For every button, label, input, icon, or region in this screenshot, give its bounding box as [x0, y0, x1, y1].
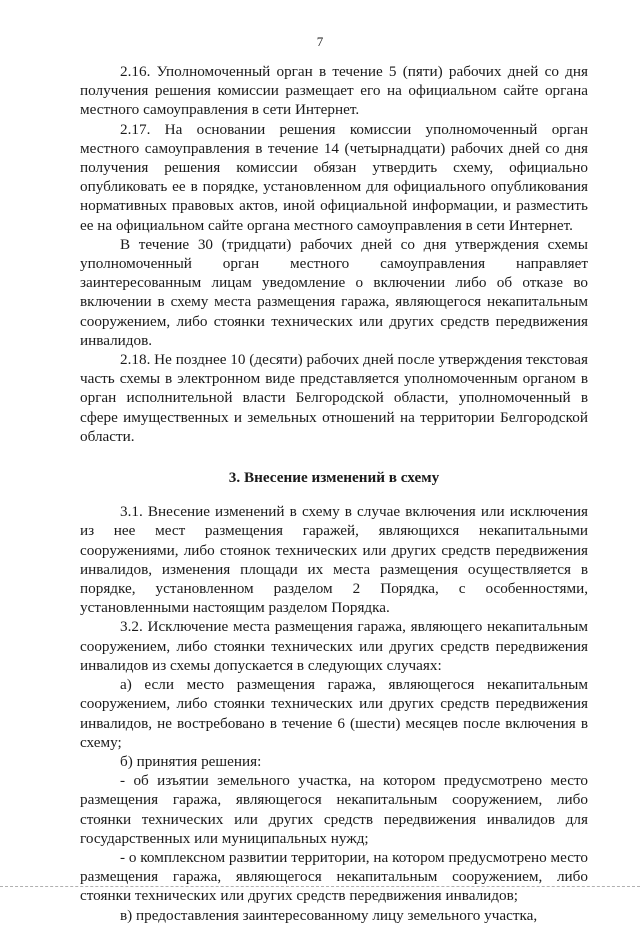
list-item-b-1: - об изъятии земельного участка, на котором предусмотрено место размещения гаража, являющегося некапитальным сооружением, либо стоянки технических или других средств передвижения инвалидов для государственных или муниципальных нужд;	[80, 772, 588, 847]
section-heading: 3. Внесение изменений в схему	[228, 469, 440, 487]
list-item-a: а) если место размещения гаража, являющегося некапитальным сооружением, либо стоянки технических или других средств передвижения инвалидов, не востребовано в течение 6 (шести) месяцев после включения в схему;	[80, 676, 588, 751]
document-body	[80, 62, 588, 925]
page-bottom-divider	[0, 886, 640, 887]
paragraph-2-16: 2.16. Уполномоченный орган в течение 5 (пяти) рабочих дней со дня получения решения комиссии размещает его на официальном сайте органа местного самоуправления в сети Интернет.	[80, 63, 588, 119]
paragraph-2-17-notification: В течение 30 (тридцати) рабочих дней со дня утверждения схемы уполномоченный орган местного самоуправления направляет заинтересованным лицам уведомление о включении либо об отказе во включении в схему места размещения гаража, являющегося некапитальным сооружением, либо стоянки технических или других средств передвижения инвалидов.	[80, 235, 588, 349]
paragraph-3-2: 3.2. Исключение места размещения гаража, являющего некапитальным сооружением, либо стоянки технических или других средств передвижения инвалидов из схемы допускается в следующих случаях:	[80, 618, 588, 674]
list-item-v: в) предоставления заинтересованному лицу земельного участка,	[120, 906, 538, 924]
page-number: 7	[316, 34, 324, 49]
list-item-b-2: - о комплексном развитии территории, на котором предусмотрено место размещения гаража, являющегося некапитальным сооружением, либо стоянки технических или других средств передвижения инвалидов;	[80, 848, 588, 905]
paragraph-2-17: 2.17. На основании решения комиссии уполномоченный орган местного самоуправления в течение 14 (четырнадцати) рабочих дней со дня получения решения комиссии обязан утвердить схему, официально опубликовать ее в порядке, установленном для официального опубликования нормативных правовых актов, иной официальной информации, и разместить ее на официальном сайте органа местного самоуправления в сети Интернет.	[80, 120, 588, 234]
paragraph-2-18: 2.18. Не позднее 10 (десяти) рабочих дней после утверждения текстовая часть схемы в электронном виде представляется уполномоченным органом в орган исполнительной власти Белгородской области, уполномоченный в сфере имущественных и земельных отношений на территории Белгородской области.	[80, 351, 588, 445]
list-item-b: б) принятия решения:	[120, 752, 262, 770]
paragraph-3-1: 3.1. Внесение изменений в схему в случае включения или исключения из нее мест размещения гаражей, являющихся некапитальными сооружениями, либо стоянок технических или других средств передвижения инвалидов, изменения площади их места размещения осуществляется в порядке, установленном разделом 2 Порядка, с особенностями, установленными настоящим разделом Порядка.	[80, 503, 588, 617]
